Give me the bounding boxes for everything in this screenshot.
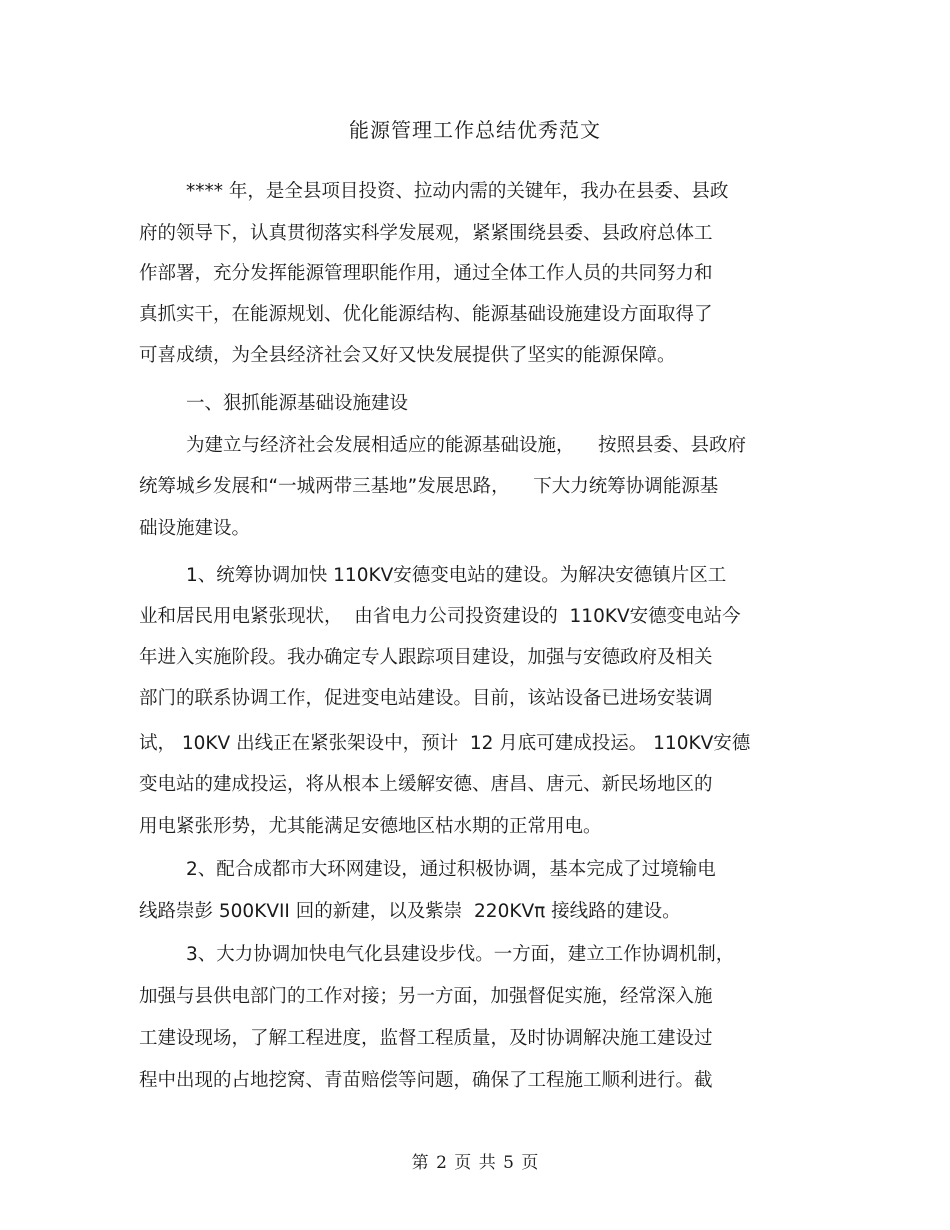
section-heading: 一、狠抓能源基础设施建设 [186, 393, 409, 414]
paragraph-line: 1、统筹协调加快 110KV安德变电站的建设。为解决安德镇片区工 [186, 565, 727, 586]
paragraph-line: 线路崇彭 500KVII 回的新建，以及紫崇 220KVπ 接线路的建设。 [139, 901, 681, 922]
paragraph-line: 3、大力协调加快电气化县建设步伐。一方面，建立工作协调机制， [186, 944, 735, 965]
document-title: 能源管理工作总结优秀范文 [349, 118, 601, 142]
page-number-footer: 第 2 页 共 5 页 [411, 1153, 539, 1173]
paragraph-line: 真抓实干，在能源规划、优化能源结构、能源基础设施建设方面取得了 [139, 304, 713, 325]
paragraph-line: 统筹城乡发展和“一城两带三基地”发展思路， 下大力统筹协调能源基 [139, 476, 719, 497]
paragraph-line: 府的领导下，认真贯彻落实科学发展观，紧紧围绕县委、县政府总体工 [139, 223, 713, 244]
paragraph-line: 用电紧张形势，尤其能满足安德地区枯水期的正常用电。 [139, 816, 602, 837]
paragraph-line: 础设施建设。 [139, 518, 251, 539]
paragraph-line: 业和居民用电紧张现状， 由省电力公司投资建设的 110KV安德变电站今 [139, 606, 741, 627]
paragraph-line: 工建设现场，了解工程进度，监督工程质量，及时协调解决施工建设过 [139, 1028, 713, 1049]
paragraph-line: 2、配合成都市大环网建设，通过积极协调，基本完成了过境输电 [186, 859, 716, 880]
paragraph-line: 程中出现的占地挖窝、青苗赔偿等问题，确保了工程施工顺利进行。截 [139, 1070, 713, 1091]
paragraph-line: 部门的联系协调工作，促进变电站建设。目前，该站设备已进场安装调 [139, 688, 713, 709]
paragraph-line: 加强与县供电部门的工作对接；另一方面，加强督促实施，经常深入施 [139, 986, 713, 1007]
paragraph-line: 试， 10KV 出线正在紧张架设中，预计 12 月底可建成投运。 110KV安德 [139, 733, 751, 754]
paragraph-line: 作部署，充分发挥能源管理职能作用，通过全体工作人员的共同努力和 [139, 263, 713, 284]
paragraph-line: 年进入实施阶段。我办确定专人跟踪项目建设，加强与安德政府及相关 [139, 647, 713, 668]
paragraph-line: 可喜成绩，为全县经济社会又好又快发展提供了坚实的能源保障。 [139, 345, 676, 366]
paragraph-line: 为建立与经济社会发展相适应的能源基础设施， 按照县委、县政府 [186, 435, 747, 456]
paragraph-line: **** 年，是全县项目投资、拉动内需的关键年，我办在县委、县政 [186, 181, 729, 202]
paragraph-line: 变电站的建成投运，将从根本上缓解安德、唐昌、唐元、新民场地区的 [139, 774, 713, 795]
